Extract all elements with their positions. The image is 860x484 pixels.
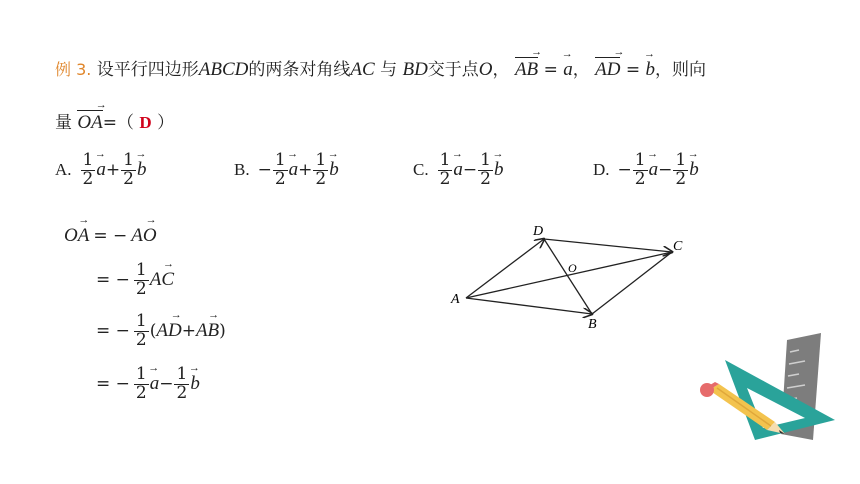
vector-ao: AO → [131, 214, 157, 246]
vector-b: b → [492, 148, 504, 181]
equals-neg: = − [96, 270, 130, 291]
vector-ad: AD → [595, 46, 625, 80]
parallelogram-diagram [440, 218, 700, 338]
left-paren: ( [149, 321, 157, 342]
point-label-d: D [533, 224, 544, 239]
comma-2: ， [572, 60, 590, 80]
equals-1: = [543, 60, 558, 80]
right-paren: ) [219, 321, 226, 342]
example-label: 例 3. [55, 60, 92, 79]
vector-ac: AC → [149, 258, 175, 291]
plus-sign: + [181, 321, 196, 342]
fraction: $\frac{1}{2}$ [274, 150, 286, 189]
point-label-c: C [673, 239, 683, 254]
vector-b: b → [687, 148, 699, 181]
sign: − [617, 160, 632, 181]
solution-step-4 [96, 362, 200, 403]
vector-oa: OA → [64, 214, 90, 246]
fraction: $\frac{1}{2}$ [315, 150, 327, 189]
vector-a: a → [561, 48, 573, 80]
parallelogram-name: ABCD [198, 59, 249, 80]
vector-b: b → [188, 362, 200, 395]
comma-1: ， [492, 60, 510, 80]
vector-oa: OA → [77, 99, 107, 133]
question-text-2: 的两条对角线 [248, 60, 351, 80]
equals-neg: = − [96, 321, 130, 342]
ruler-pencil-illustration [695, 330, 845, 450]
fraction-half: $\frac{1}{2}$ [135, 364, 147, 403]
vector-b: b → [644, 48, 656, 80]
question-text-5: ，则向 [655, 60, 707, 80]
vector-ad: AD → [156, 309, 182, 342]
option-b-label: B. [234, 160, 250, 180]
equals-neg: = − [96, 374, 130, 395]
solution-step-3 [96, 309, 226, 350]
fraction: $\frac{1}{2}$ [439, 150, 451, 189]
fraction: $\frac{1}{2}$ [675, 150, 687, 189]
vector-ab: AB → [514, 46, 543, 80]
fraction: $\frac{1}{2}$ [82, 150, 94, 189]
operator: + [105, 160, 121, 181]
option-a[interactable] [55, 148, 147, 189]
diagonal-db [544, 239, 592, 314]
equals-2: = [625, 60, 641, 80]
vector-b: b → [135, 148, 147, 181]
operator: + [298, 160, 313, 181]
side-ab [466, 298, 592, 314]
option-c-label: C. [413, 160, 429, 180]
option-c[interactable] [413, 148, 504, 189]
option-d[interactable] [593, 148, 699, 189]
question-line-2 [55, 99, 175, 134]
side-dc [544, 239, 672, 252]
question-line2-prefix: 量 [55, 113, 72, 133]
sign: − [257, 160, 272, 181]
fraction: $\frac{1}{2}$ [480, 150, 491, 189]
operator: − [658, 160, 673, 181]
question-line-1 [55, 46, 707, 81]
vector-b: b → [327, 148, 339, 181]
diagonal-ac: AC [350, 59, 375, 80]
question-text-4: 交于点 [427, 60, 479, 80]
option-b[interactable] [234, 148, 339, 189]
answer-badge: D [139, 113, 152, 132]
question-text-3: 与 [380, 60, 398, 80]
operator: − [462, 160, 478, 181]
fraction: $\frac{1}{2}$ [123, 150, 134, 189]
fraction-half: $\frac{1}{2}$ [135, 260, 147, 299]
option-a-label: A. [55, 160, 72, 180]
vector-a: a → [148, 362, 160, 395]
diagonal-bd: BD [402, 59, 428, 80]
solution-step-1 [64, 214, 157, 247]
point-label-a: A [451, 292, 460, 307]
minus-sign: − [159, 374, 174, 395]
vector-a: a → [94, 148, 106, 181]
vector-a: a → [451, 148, 463, 181]
vector-a: a → [287, 148, 299, 181]
point-o: O [478, 59, 493, 80]
point-label-o: O [568, 261, 577, 275]
fraction: $\frac{1}{2}$ [634, 150, 646, 189]
question-text-1: 设平行四边形 [96, 60, 199, 80]
point-label-b: B [588, 317, 597, 332]
option-d-label: D. [593, 160, 610, 180]
vector-ab: AB → [195, 309, 220, 342]
fraction-half: $\frac{1}{2}$ [176, 364, 188, 403]
vector-a: a → [647, 148, 659, 181]
fraction-half: $\frac{1}{2}$ [135, 311, 147, 350]
equals-neg: = − [93, 226, 128, 246]
paren-close: ） [157, 113, 175, 133]
solution-step-2 [96, 258, 175, 299]
paren-open: =（ [102, 113, 134, 133]
